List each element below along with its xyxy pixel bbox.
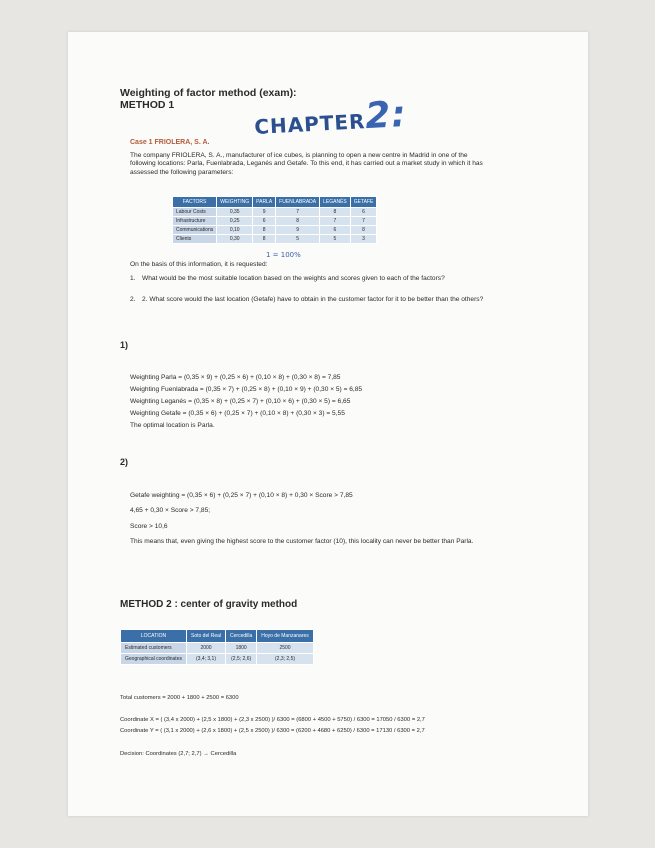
answer-1-block (130, 372, 490, 432)
factors-table-cell: 0,30 (217, 235, 253, 244)
chapter-word: CHAPTER (253, 109, 367, 139)
locations-table-row (121, 654, 314, 665)
question-2-number: 2. (130, 296, 136, 303)
factors-header-cell: FACTORS (173, 197, 217, 208)
question-1-number: 1. (130, 275, 136, 282)
factors-table-cell: Labour Costs (173, 208, 217, 217)
answer-2-line: Getafe weighting = (0,35 × 6) + (0,25 × 7) + (0,10 × 8) + 0,30 × Score > 7,85 (130, 492, 353, 499)
factors-table-cell: 0,25 (217, 217, 253, 226)
locations-table-row (121, 643, 314, 654)
decision: Decision: Coordinates (2,7; 2,7) → Cercedilla (120, 751, 237, 757)
total-customers: Total customers = 2000 + 1800 + 2500 = 6300 (120, 695, 239, 701)
answer-2-line: Score > 10,6 (130, 522, 168, 530)
request-text: On the basis of this information, it is requested: (130, 261, 268, 268)
factors-table-cell: 6 (320, 226, 351, 235)
factors-table-cell: 7 (320, 217, 351, 226)
factors-header-cell: WEIGHTING (217, 197, 253, 208)
chapter-number: 2: (364, 94, 408, 138)
locations-header-cell: LOCATION (121, 630, 187, 643)
locations-table-cell: 1800 (226, 643, 257, 654)
factors-table-wrap (172, 196, 377, 244)
factors-table-cell: 7 (350, 217, 377, 226)
locations-table-cell: 2000 (186, 643, 225, 654)
factors-table-cell: 8 (276, 217, 320, 226)
question-1: 1. What would be the most suitable location based on the weights and scores given to each of the factors? (130, 275, 445, 282)
factors-table-cell: 8 (320, 208, 351, 217)
locations-table-cell: 2500 (257, 643, 314, 654)
answer-2-line: This means that, even giving the highest score to the customer factor (10), this locality can never be better than Parla. (130, 538, 474, 546)
factors-table-row (173, 226, 377, 235)
answer-2-block (130, 492, 482, 547)
case-title: Case 1 FRIOLERA, S. A. (130, 139, 210, 146)
locations-table-cell: (2,5; 2,6) (226, 654, 257, 665)
coordinate-y: Coordinate Y = ( (3,1 x 2000) + (2,6 x 1800) + (2,5 x 2500) )/ 6300 = (6200 + 4680 + 6250) / 6300 = 17130 / 6300 = 2,7 (120, 728, 425, 734)
locations-table-cell: (2,3; 2,5) (257, 654, 314, 665)
factors-table-row (173, 235, 377, 244)
answer-1-label: 1) (120, 340, 129, 350)
factors-table-cell: Communications (173, 226, 217, 235)
answer-1-line: Weighting Fuenlabrada = (0,35 × 7) + (0,25 × 8) + (0,10 × 9) + (0,30 × 5) = 6,85 (130, 386, 363, 393)
factors-table-cell: 3 (350, 235, 377, 244)
factors-table-row (173, 208, 377, 217)
factors-table-cell: 6 (253, 217, 276, 226)
answer-1-line: Weighting Leganés = (0,35 × 8) + (0,25 × 7) + (0,10 × 6) + (0,30 × 5) = 6,65 (130, 398, 351, 405)
handwritten-chapter-title (253, 94, 408, 143)
factors-table-cell: 0,10 (217, 226, 253, 235)
factors-table-cell: Infrastructure (173, 217, 217, 226)
factors-table-cell: 5 (320, 235, 351, 244)
answer-1-line: Weighting Parla = (0,35 × 9) + (0,25 × 6) + (0,10 × 8) + (0,30 × 8) = 7,85 (130, 374, 341, 381)
factors-table-cell: 5 (276, 235, 320, 244)
factors-table-cell: 9 (276, 226, 320, 235)
factors-table-cell: 9 (253, 208, 276, 217)
factors-table-cell: 7 (276, 208, 320, 217)
factors-table-cell: 8 (253, 226, 276, 235)
factors-table (172, 196, 377, 244)
factors-table-cell: 6 (350, 208, 377, 217)
locations-table-cell: Estimated customers (121, 643, 187, 654)
factors-header-cell: PARLA (253, 197, 276, 208)
factors-table-cell: Clients (173, 235, 217, 244)
answer-1-line: Weighting Getafe = (0,35 × 6) + (0,25 × 7) + (0,10 × 8) + (0,30 × 3) = 5,55 (130, 410, 345, 417)
handwritten-note: 1 = 100% (266, 251, 301, 259)
locations-header-cell: Hoyo de Manzanares (257, 630, 314, 643)
locations-table (120, 629, 314, 665)
factors-table-cell: 8 (350, 226, 377, 235)
answer-2-line: 4,65 + 0,30 × Score > 7,85; (130, 507, 211, 515)
factors-header-cell: FUENLABRADA (276, 197, 320, 208)
answer-1-line: The optimal location is Parla. (130, 422, 215, 429)
locations-table-cell: Geographical coordinates (121, 654, 187, 665)
coordinate-x: Coordinate X = ( (3,4 x 2000) + (2,5 x 1800) + (2,3 x 2500) )/ 6300 = (6800 + 4500 + 5750) / 6300 = 17050 / 6300 = 2,7 (120, 717, 425, 723)
factors-table-row (173, 217, 377, 226)
factors-table-cell: 8 (253, 235, 276, 244)
document-page (68, 32, 588, 816)
locations-header-cell: Soto del Real (186, 630, 225, 643)
locations-table-cell: (3,4; 3,1) (186, 654, 225, 665)
factors-table-cell: 0,35 (217, 208, 253, 217)
factors-header-cell: LEGANÉS (320, 197, 351, 208)
question-2: 2. 2. What score would the last location (Getafe) have to obtain in the customer factor for it to be better than the others? (130, 296, 484, 303)
method2-title: METHOD 2 : center of gravity method (120, 599, 298, 610)
method1-title: Weighting of factor method (exam): METHOD 1 (120, 87, 297, 111)
answer-2-label: 2) (120, 457, 129, 467)
case-intro: The company FRIOLERA, S. A., manufacturer of ice cubes, is planning to open a new centre in Madrid in one of the following locations: Parla, Fuenlabrada, Leganés and Getafe. To this end, it has carried out a market study in which it has assessed the following parameters: (130, 152, 483, 176)
locations-table-wrap (120, 629, 314, 665)
locations-header-cell: Cercedilla (226, 630, 257, 643)
factors-header-cell: GETAFE (350, 197, 377, 208)
